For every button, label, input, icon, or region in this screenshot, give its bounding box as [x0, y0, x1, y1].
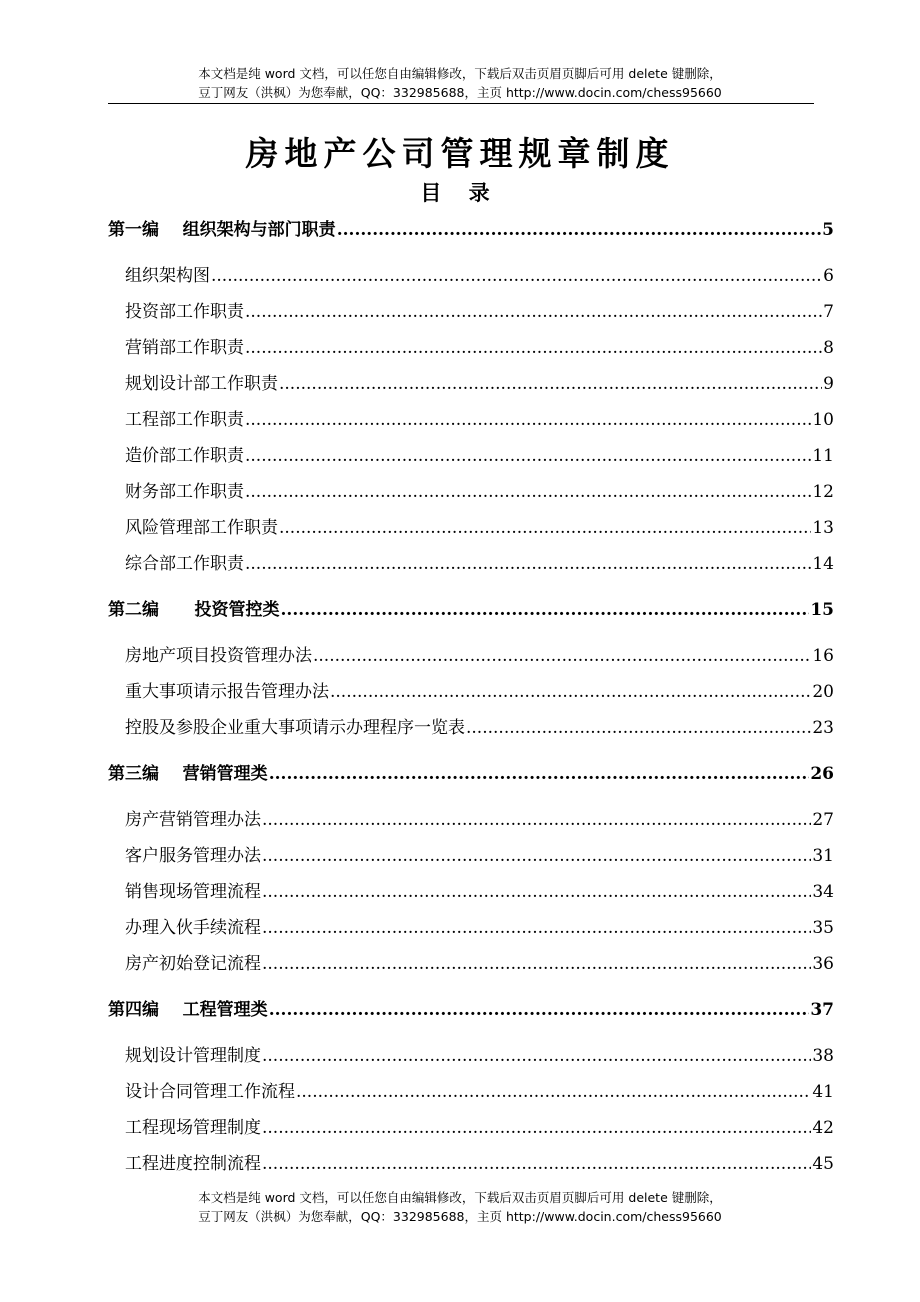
toc-page-number: 37 [810, 1000, 834, 1020]
toc-leader-dots [269, 998, 810, 1022]
toc-page-number: 35 [812, 918, 834, 938]
footer-line-1: 本文档是纯 word 文档，可以任您自由编辑修改，下载后双击页眉页脚后可用 delete 键删除， [198, 1190, 722, 1205]
toc-leader-dots [313, 644, 811, 668]
toc-page-number: 8 [823, 338, 834, 358]
toc-entry-title: 组织架构图 [125, 266, 210, 286]
toc-leader-dots [262, 1044, 811, 1068]
toc-leader-dots [262, 916, 811, 940]
toc-entry[interactable] [125, 444, 834, 468]
toc-entry-title: 财务部工作职责 [125, 482, 244, 502]
toc-page-number: 27 [812, 810, 834, 830]
toc-entry-title: 第四编 工程管理类 [108, 1000, 268, 1020]
toc-entry-title: 销售现场管理流程 [125, 882, 261, 902]
page-footer [0, 1188, 920, 1226]
toc-page-number: 41 [812, 1082, 834, 1102]
toc-entry[interactable] [125, 264, 834, 288]
header-line-2: 豆丁网友（洪枫）为您奉献，QQ：332985688，主页 http://www.docin.com/chess95660 [198, 85, 722, 100]
toc-page-number: 7 [823, 302, 834, 322]
toc-entry-title: 工程现场管理制度 [125, 1118, 261, 1138]
toc-part-entry[interactable] [108, 998, 834, 1022]
toc-leader-dots [337, 218, 821, 242]
toc-entry[interactable] [125, 408, 834, 432]
toc-heading: 目 录 [420, 180, 500, 205]
toc-leader-dots [245, 336, 822, 360]
toc-page-number: 12 [812, 482, 834, 502]
toc-entry-title: 营销部工作职责 [125, 338, 244, 358]
toc-page-number: 14 [812, 554, 834, 574]
toc-entry-title: 第一编 组织架构与部门职责 [108, 220, 336, 240]
toc-part-entry[interactable] [108, 218, 834, 242]
toc-entry-title: 投资部工作职责 [125, 302, 244, 322]
toc-entry-title: 综合部工作职责 [125, 554, 244, 574]
toc-leader-dots [245, 408, 811, 432]
toc-page-number: 10 [812, 410, 834, 430]
toc-page-number: 11 [812, 446, 834, 466]
toc-entry[interactable] [125, 644, 834, 668]
document-title: 房地产公司管理规章制度 [245, 134, 675, 173]
toc-entry[interactable] [125, 844, 834, 868]
toc-entry-title: 房产初始登记流程 [125, 954, 261, 974]
toc-entry[interactable] [125, 300, 834, 324]
header-divider [108, 103, 814, 104]
toc-page-number: 38 [812, 1046, 834, 1066]
toc-entry[interactable] [125, 516, 834, 540]
toc-leader-dots [245, 300, 822, 324]
footer-line-2: 豆丁网友（洪枫）为您奉献，QQ：332985688，主页 http://www.docin.com/chess95660 [198, 1209, 722, 1224]
toc-page-number: 15 [810, 600, 834, 620]
toc-page-number: 31 [812, 846, 834, 866]
toc-entry[interactable] [125, 1152, 834, 1176]
toc-leader-dots [262, 952, 811, 976]
toc-leader-dots [245, 552, 811, 576]
toc-entry-title: 控股及参股企业重大事项请示办理程序一览表 [125, 718, 465, 738]
toc-leader-dots [466, 716, 811, 740]
toc-leader-dots [211, 264, 822, 288]
toc-entry[interactable] [125, 552, 834, 576]
toc-leader-dots [269, 762, 810, 786]
toc-entry[interactable] [125, 336, 834, 360]
toc-entry-title: 规划设计管理制度 [125, 1046, 261, 1066]
toc-leader-dots [262, 1152, 811, 1176]
toc-entry-title: 第二编 投资管控类 [108, 600, 280, 620]
toc-entry-title: 房产营销管理办法 [125, 810, 261, 830]
toc-page-number: 16 [812, 646, 834, 666]
toc-entry-title: 工程部工作职责 [125, 410, 244, 430]
toc-entry[interactable] [125, 1116, 834, 1140]
toc-entry[interactable] [125, 1044, 834, 1068]
toc-entry-title: 造价部工作职责 [125, 446, 244, 466]
toc-page-number: 23 [812, 718, 834, 738]
toc-leader-dots [245, 480, 811, 504]
toc-entry[interactable] [125, 916, 834, 940]
toc-page-number: 45 [812, 1154, 834, 1174]
toc-leader-dots [279, 516, 811, 540]
toc-entry-title: 风险管理部工作职责 [125, 518, 278, 538]
toc-page-number: 42 [812, 1118, 834, 1138]
toc-leader-dots [245, 444, 811, 468]
toc-entry-title: 规划设计部工作职责 [125, 374, 278, 394]
toc-page-number: 9 [823, 374, 834, 394]
toc-leader-dots [262, 808, 811, 832]
toc-entry-title: 办理入伙手续流程 [125, 918, 261, 938]
toc-entry-title: 重大事项请示报告管理办法 [125, 682, 329, 702]
toc-leader-dots [262, 880, 811, 904]
toc-page-number: 34 [812, 882, 834, 902]
toc-page-number: 20 [812, 682, 834, 702]
toc-part-entry[interactable] [108, 762, 834, 786]
toc-entry-title: 设计合同管理工作流程 [125, 1082, 295, 1102]
toc-entry[interactable] [125, 1080, 834, 1104]
toc-entry-title: 房地产项目投资管理办法 [125, 646, 312, 666]
toc-page-number: 36 [812, 954, 834, 974]
toc-entry[interactable] [125, 880, 834, 904]
toc-page-number: 26 [810, 764, 834, 784]
page-header [0, 64, 920, 102]
toc-entry[interactable] [125, 808, 834, 832]
toc-entry[interactable] [125, 480, 834, 504]
toc-leader-dots [279, 372, 822, 396]
toc-part-entry[interactable] [108, 598, 834, 622]
toc-leader-dots [296, 1080, 811, 1104]
toc-entry[interactable] [125, 716, 834, 740]
toc-entry[interactable] [125, 680, 834, 704]
toc-page-number: 13 [812, 518, 834, 538]
toc-entry-title: 工程进度控制流程 [125, 1154, 261, 1174]
toc-entry[interactable] [125, 952, 834, 976]
toc-entry[interactable] [125, 372, 834, 396]
toc-leader-dots [262, 1116, 811, 1140]
toc-leader-dots [262, 844, 811, 868]
header-line-1: 本文档是纯 word 文档，可以任您自由编辑修改，下载后双击页眉页脚后可用 delete 键删除， [198, 66, 722, 81]
toc-entry-title: 客户服务管理办法 [125, 846, 261, 866]
toc-page-number: 5 [822, 220, 834, 240]
toc-leader-dots [330, 680, 811, 704]
toc-page-number: 6 [823, 266, 834, 286]
toc-leader-dots [281, 598, 810, 622]
toc-entry-title: 第三编 营销管理类 [108, 764, 268, 784]
